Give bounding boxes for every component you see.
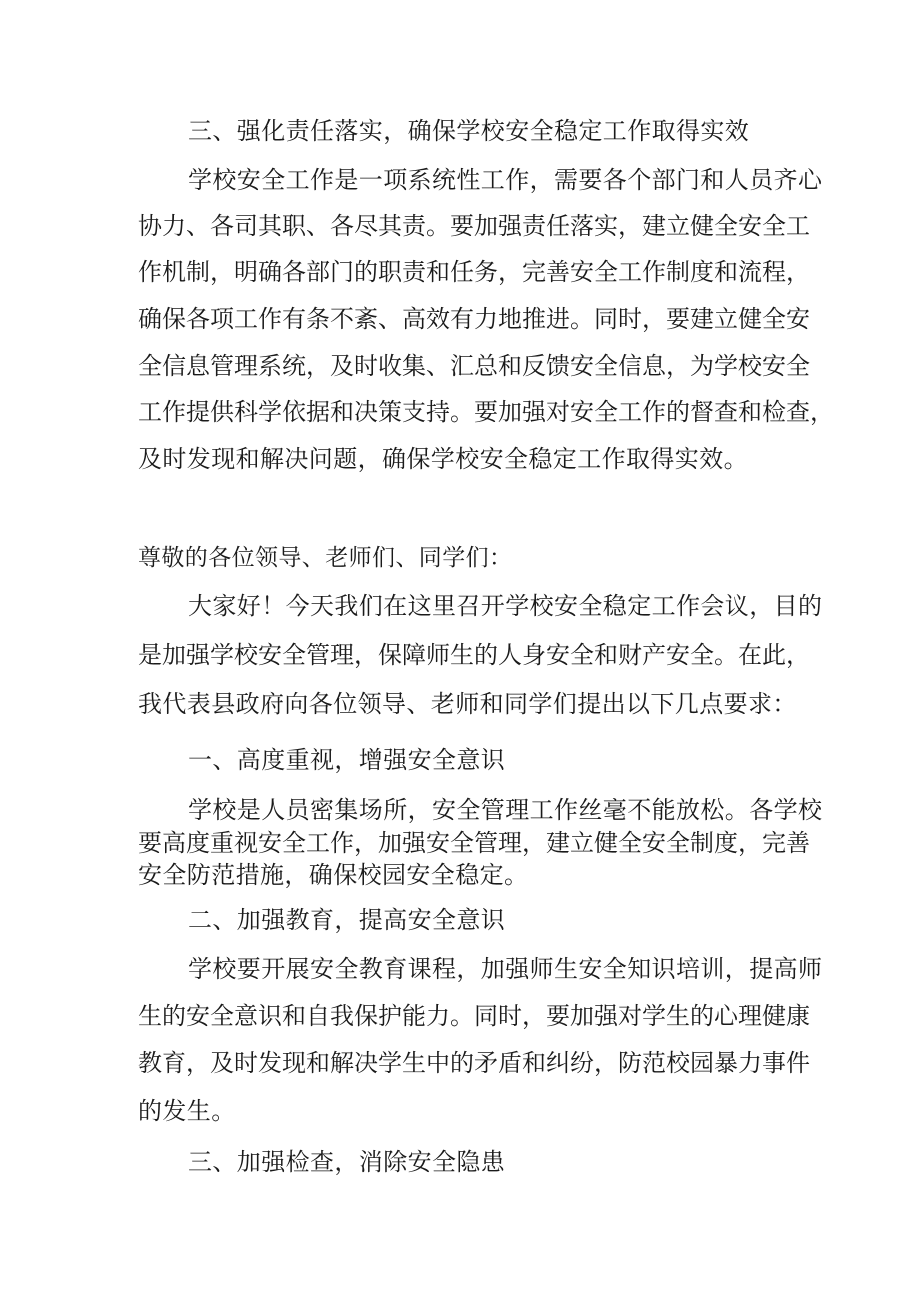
paragraph-line: 安全防范措施，确保校园安全稳定。 (138, 861, 529, 889)
paragraph-line: 我代表县政府向各位领导、老师和同学们提出以下几点要求： (138, 690, 797, 718)
paragraph-line: 学校是人员密集场所，安全管理工作丝毫不能放松。各学校 (188, 796, 823, 824)
paragraph-line: 工作提供科学依据和决策支持。要加强对安全工作的督查和检查， (138, 398, 834, 426)
section-heading: 二、加强教育，提高安全意识 (188, 906, 506, 934)
paragraph-line: 学校要开展安全教育课程，加强师生安全知识培训，提高师 (188, 955, 823, 983)
section-heading: 三、强化责任落实，确保学校安全稳定工作取得实效 (188, 117, 750, 145)
section-heading: 三、加强检查，消除安全隐患 (188, 1148, 506, 1176)
section-heading: 一、高度重视，增强安全意识 (188, 746, 506, 774)
paragraph-line: 作机制，明确各部门的职责和任务，完善安全工作制度和流程， (138, 258, 810, 286)
salutation: 尊敬的各位领导、老师们、同学们： (138, 545, 513, 571)
paragraph-line: 生的安全意识和自我保护能力。同时，要加强对学生的心理健康 (138, 1002, 810, 1030)
paragraph-line: 及时发现和解决问题，确保学校安全稳定工作取得实效。 (138, 445, 748, 473)
paragraph-line: 全信息管理系统，及时收集、汇总和反馈安全信息，为学校安全 (138, 352, 810, 380)
paragraph-line: 大家好！今天我们在这里召开学校安全稳定工作会议，目的 (188, 592, 823, 620)
paragraph-line: 要高度重视安全工作，加强安全管理，建立健全安全制度，完善 (138, 829, 810, 857)
paragraph-line: 教育，及时发现和解决学生中的矛盾和纠纷，防范校园暴力事件 (138, 1049, 810, 1077)
paragraph-line: 的发生。 (138, 1097, 236, 1125)
paragraph-line: 确保各项工作有条不紊、高效有力地推进。同时，要建立健全安 (138, 305, 810, 333)
paragraph-line: 学校安全工作是一项系统性工作，需要各个部门和人员齐心 (188, 166, 823, 194)
paragraph-line: 是加强学校安全管理，保障师生的人身安全和财产安全。在此， (138, 641, 810, 669)
paragraph-line: 协力、各司其职、各尽其责。要加强责任落实，建立健全安全工 (138, 212, 810, 240)
